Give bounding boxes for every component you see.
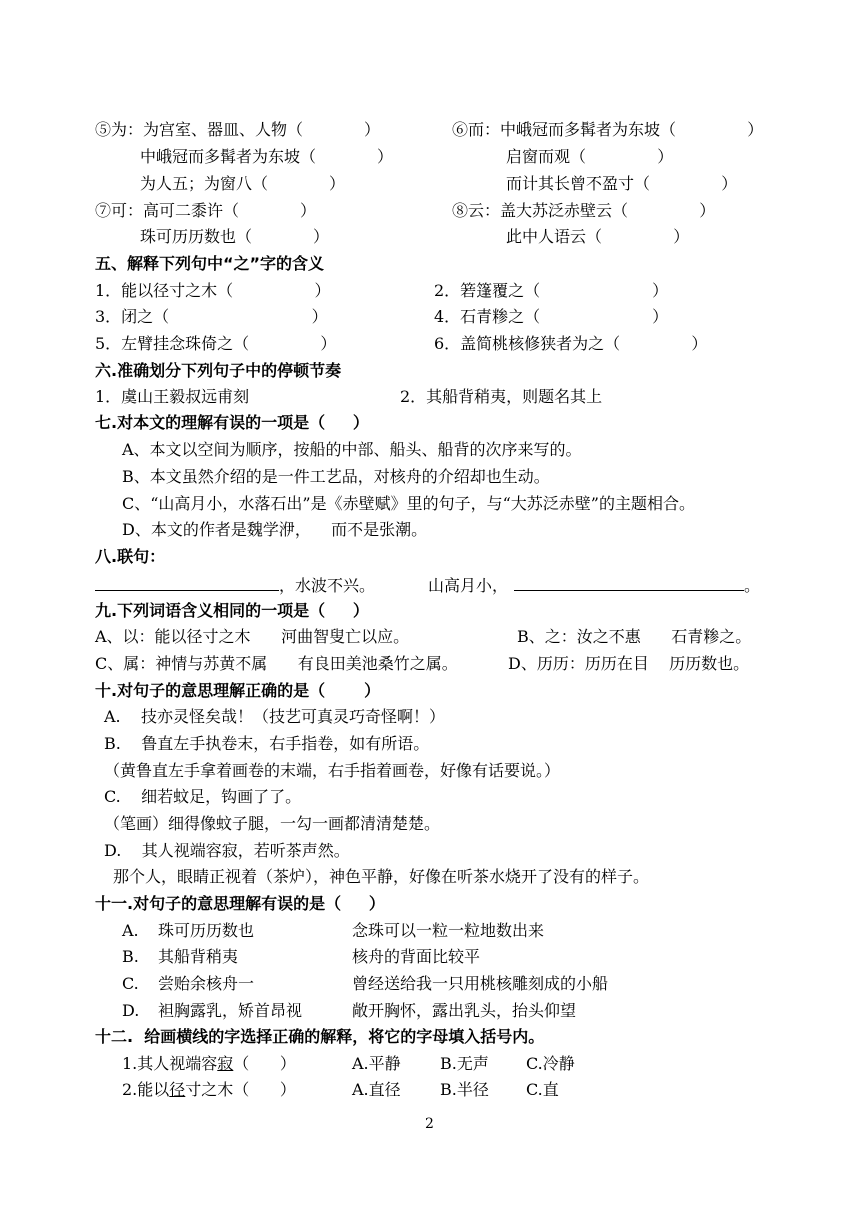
table-row-quote: 袒胸露乳，矫首昂视 — [158, 1001, 303, 1020]
sec7-option-d: D、本文的作者是魏学洢， 而不是张潮。 — [122, 520, 428, 539]
sec9-option-a: A、以：能以径寸之木 河曲智叟亡以应。 — [95, 627, 410, 646]
couplet-part-a: ，水波不兴。 — [279, 576, 376, 595]
q-er-1: ⑥而：中峨冠而多髯者为东坡（ ） — [452, 120, 764, 139]
section-6-title: 六.准确划分下列句子中的停顿节奏 — [95, 361, 342, 380]
section-11-title: 十一.对句子的意思理解有误的是（ ） — [95, 894, 385, 913]
couplet-line — [95, 574, 375, 596]
couplet-part-b: 山高月小， — [428, 576, 509, 595]
sec9-option-d: D、历历：历历在目 历历数也。 — [508, 654, 750, 673]
section-5-title: 五、解释下列句中“之”字的含义 — [95, 254, 325, 273]
sec10-option-d-translation: 那个人，眼睛正视着（茶炉），神色平静，好像在听茶水烧开了没有的样子。 — [113, 867, 650, 886]
table-row-quote: 珠可历历数也 — [158, 921, 255, 940]
couplet-line-2 — [428, 574, 760, 596]
sec12-question-2 — [122, 1080, 296, 1100]
sec9-option-c: C、属：神情与苏黄不属 有良田美池桑竹之属。 — [95, 654, 458, 673]
sec7-option-a: A、本文以空间为顺序，按船的中部、船头、船背的次序来写的。 — [122, 440, 582, 459]
sec5-item-4: 4．石青糁之（ ） — [434, 307, 669, 326]
q1-option-a: A.平静 — [352, 1054, 401, 1073]
q-yun-1: ⑧云：盖大苏泛赤壁云（ ） — [452, 201, 716, 220]
table-row-meaning: 敞开胸怀，露出乳头，抬头仰望 — [352, 1001, 577, 1020]
table-row-meaning: 曾经送给我一只用桃核雕刻成的小船 — [352, 974, 609, 993]
q-er-2: 启窗而观（ ） — [506, 147, 674, 166]
sec5-item-6: 6．盖简桃核修狭者为之（ ） — [434, 334, 708, 353]
q-wei-2: 中峨冠而多髯者为东坡（ ） — [140, 147, 394, 166]
sec7-option-c: C、“山高月小，水落石出”是《赤壁赋》里的句子，与“大苏泛赤壁”的主题相合。 — [122, 494, 695, 513]
table-row-key: B. — [122, 947, 139, 966]
sec5-item-5: 5．左臂挂念珠倚之（ ） — [95, 334, 337, 353]
q2-option-b: B.半径 — [440, 1080, 489, 1099]
answer-blank-2[interactable] — [514, 574, 744, 591]
q-er-3: 而计其长曾不盈寸（ ） — [506, 174, 738, 193]
section-12-title: 十二. 给画横线的字选择正确的解释，将它的字母填入括号内。 — [95, 1027, 545, 1046]
q-wei-1: ⑤为：为宫室、器皿、人物（ ） — [95, 120, 381, 139]
section-9-title: 九.下列词语含义相同的一项是（ ） — [95, 601, 369, 620]
q1-bracket: （ ） — [233, 1054, 296, 1073]
table-row-quote: 其船背稍夷 — [158, 947, 239, 966]
q2-option-a: A.直径 — [352, 1080, 401, 1099]
q1-underlined-char: 寂 — [217, 1054, 234, 1073]
table-row-quote: 尝贻余核舟一 — [158, 974, 255, 993]
table-row-key: A. — [122, 921, 139, 940]
table-row-meaning: 念珠可以一粒一粒地数出来 — [352, 921, 545, 940]
sec12-question-1 — [122, 1054, 296, 1074]
sec10-option-b-translation: （黄鲁直左手拿着画卷的末端，右手指着画卷，好像有话要说。） — [104, 761, 561, 780]
q-yun-2: 此中人语云（ ） — [506, 227, 690, 246]
q-ke-1: ⑦可：高可二黍许（ ） — [95, 201, 317, 220]
q2-text: 2.能以 — [122, 1080, 170, 1099]
sec5-item-1: 1．能以径寸之木（ ） — [95, 281, 331, 300]
sec10-option-c-translation: （笔画）细得像蚊子腿，一勾一画都清清楚楚。 — [104, 814, 441, 833]
sec7-option-b: B、本文虽然介绍的是一件工艺品，对核舟的介绍却也生动。 — [122, 467, 550, 486]
q2-bracket: 寸之木（ ） — [185, 1080, 296, 1099]
sec5-item-2: 2．箬篷覆之（ ） — [434, 281, 669, 300]
q-wei-3: 为人五；为窗八（ ） — [140, 174, 346, 193]
table-row-meaning: 核舟的背面比较平 — [352, 947, 481, 966]
section-8-title: 八.联句： — [95, 547, 166, 566]
q-ke-2: 珠可历历数也（ ） — [140, 227, 330, 246]
sec10-option-c: C. 细若蚊足，钩画了了。 — [104, 787, 302, 806]
sec5-item-3: 3．闭之（ ） — [95, 307, 328, 326]
sec10-option-b: B. 鲁直左手执卷末，右手指卷，如有所语。 — [104, 734, 430, 753]
answer-blank-1[interactable] — [95, 574, 279, 591]
q2-underlined-char: 径 — [169, 1080, 186, 1099]
sec9-option-b: B、之：汝之不惠 石青糁之。 — [517, 627, 752, 646]
q1-text: 1.其人视端容 — [122, 1054, 218, 1073]
q2-option-c: C.直 — [526, 1080, 559, 1099]
q1-option-b: B.无声 — [440, 1054, 489, 1073]
section-10-title: 十.对句子的意思理解正确的是（ ） — [95, 681, 381, 700]
sec6-item-2: 2．其船背稍夷，则题名其上 — [400, 387, 603, 406]
sec10-option-a: A. 技亦灵怪矣哉！（技艺可真灵巧奇怪啊！） — [104, 707, 445, 726]
page-number: 2 — [425, 1116, 434, 1132]
table-row-key: C. — [122, 974, 139, 993]
q1-option-c: C.冷静 — [526, 1054, 575, 1073]
sec6-item-1: 1．虞山王毅叔远甫刻 — [95, 387, 250, 406]
sec10-option-d: D. 其人视端容寂，若听茶声然。 — [104, 841, 350, 860]
couplet-end: 。 — [744, 576, 761, 595]
section-7-title: 七.对本文的理解有误的一项是（ ） — [95, 413, 369, 432]
table-row-key: D. — [122, 1001, 140, 1020]
